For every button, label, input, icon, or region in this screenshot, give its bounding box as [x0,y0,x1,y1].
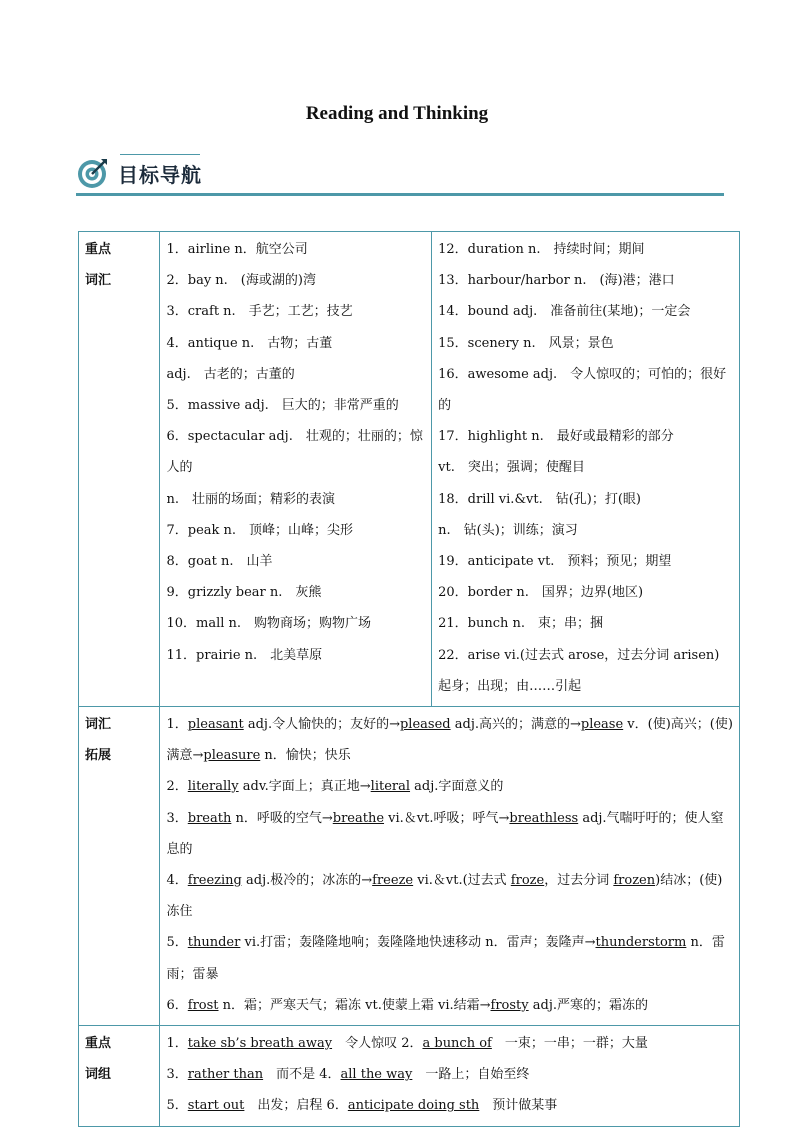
key-vocab-row [79,232,740,707]
section-banner [76,150,724,196]
list-item: 17．highlight n. 最好或最精彩的部分 [438,429,674,445]
list-item: 6．frost n．霜；严寒天气；霜冻 vt.使蒙上霜 vi.结霜→frosty adj.严寒的；霜冻的 [166,997,648,1013]
list-item: 3．craft n. 手艺；工艺；技艺 [166,304,353,320]
list-item: 10．mall n. 购物商场；购物广场 [166,616,372,632]
list-item: 12．duration n. 持续时间；期间 [438,242,645,257]
key-phrases-content [160,1026,740,1127]
list-item: 4．freezing adj.极冷的；冰冻的→freeze vi.＆vt.(过去式 froze，过去分词 frozen)结冰；(使)冻住 [166,873,723,920]
page-title: Reading and Thinking [305,103,489,124]
list-item: 19．anticipate vt. 预料；预见；期望 [438,554,672,570]
list-item: n. 钻(头)；训练；演习 [438,522,578,538]
list-item: 1．airline n．航空公司 [166,242,308,257]
banner-underline [76,193,724,196]
list-item: 5．massive adj. 巨大的；非常严重的 [166,398,399,414]
list-item: vt. 突出；强调；使醒目 [438,460,585,476]
list-item: n. 壮丽的场面；精彩的表演 [166,491,335,507]
target-icon [76,156,110,190]
list-item: 9．grizzly bear n. 灰熊 [166,585,322,601]
list-item: 4．antique n. 古物；古董 [166,335,333,351]
list-item: 7．peak n. 顶峰；山峰；尖形 [166,522,354,538]
vocab-ext-row [79,707,740,1026]
list-item: 1．pleasant adj.令人愉快的；友好的→pleased adj.高兴的；满意的→please v．(使)高兴；(使)满意→pleasure n．愉快；快乐 [166,717,733,764]
list-item: 20．border n. 国界；边界(地区) [438,585,644,601]
list-item: 16．awesome adj. 令人惊叹的；可怕的；很好的 [438,366,727,414]
list-item: 5．start out 出发；启程 6．anticipate doing sth 预计做某事 [166,1098,558,1114]
list-item: 15．scenery n. 风景；景色 [438,335,614,351]
vocab-table [78,231,740,1127]
key-vocab-col-a [160,232,432,707]
list-item: 3．breath n．呼吸的空气→breathe vi.＆vt.呼吸；呼气→breathless adj.气喘吁吁的；使人窒息的 [166,810,724,857]
key-phrases-label: 重点 词组 [79,1026,160,1127]
list-item: 8．goat n. 山羊 [166,554,273,570]
key-vocab-label: 重点 词汇 [79,232,160,707]
list-item: 2．bay n. (海或湖的)湾 [166,273,316,289]
list-item: adj. 古老的；古董的 [166,366,295,382]
list-item: 22．arise vi.(过去式 arose，过去分词 arisen) 起身；出现；由……引起 [438,647,733,694]
banner-top-rule [120,154,200,155]
key-phrases-row [79,1026,740,1127]
list-item: 11．prairie n. 北美草原 [166,647,323,663]
list-item: 13．harbour/harbor n. (海)港；港口 [438,273,675,289]
list-item: 5．thunder vi.打雷；轰隆隆地响；轰隆隆地快速移动 n．雷声；轰隆声→thunderstorm n．雷雨；雷暴 [166,935,725,982]
list-item: 3．rather than 而不是 4．all the way 一路上；自始至终 [166,1067,530,1083]
list-item: 1．take sb’s breath away 令人惊叹 2．a bunch of 一束；一串；一群；大量 [166,1036,648,1052]
key-vocab-col-b [432,232,740,707]
banner-label: 目标导航 [118,163,202,187]
vocab-ext-content [160,707,740,1026]
list-item: 21．bunch n. 束；串；捆 [438,616,604,632]
list-item: 6．spectacular adj. 壮观的；壮丽的；惊人的 [166,429,423,476]
list-item: 14．bound adj. 准备前往(某地)；一定会 [438,304,691,320]
vocab-ext-label: 词汇 拓展 [79,707,160,1026]
list-item: 18．drill vi.&vt. 钻(孔)；打(眼) [438,491,642,507]
list-item: 2．literally adv.字面上；真正地→literal adj.字面意义的 [166,779,504,795]
